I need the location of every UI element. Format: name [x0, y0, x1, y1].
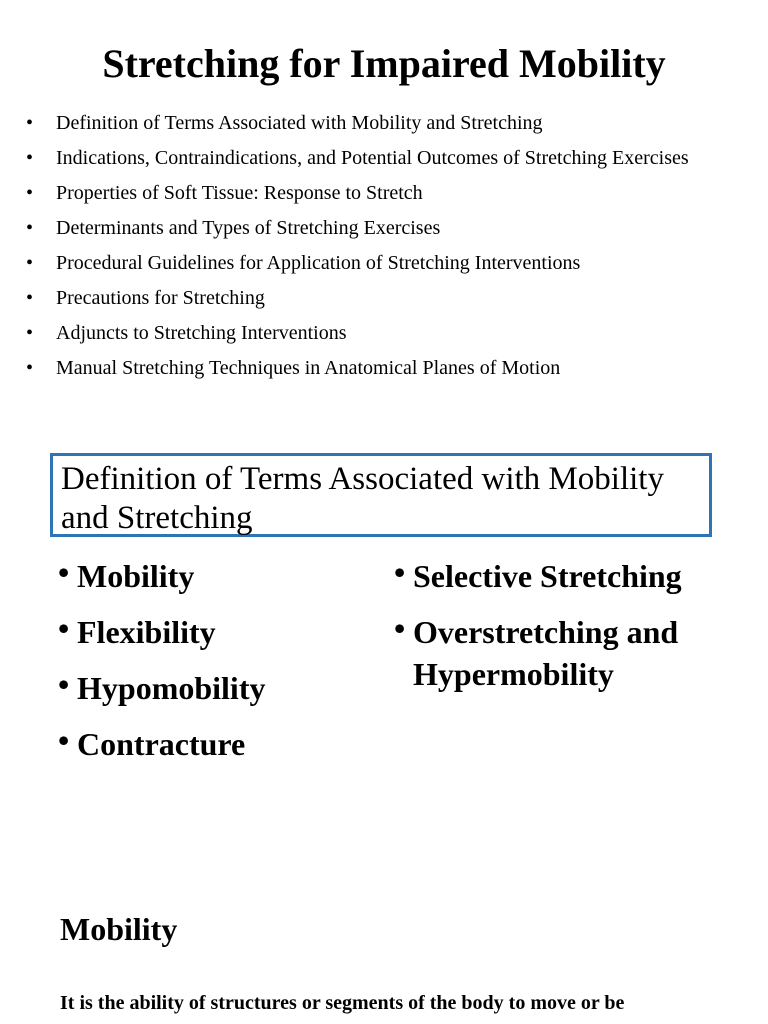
outline-item-text: Indications, Contraindications, and Potential Outcomes of Stretching Exercises [56, 147, 689, 169]
outline-item [0, 110, 768, 137]
bullet-icon: • [394, 610, 406, 646]
term-label: Selective Stretching [413, 558, 682, 594]
page-title: Stretching for Impaired Mobility [102, 41, 666, 86]
outline-item [0, 215, 768, 242]
outline-item [0, 180, 768, 207]
bullet-icon: • [58, 666, 70, 702]
topic-outline [0, 110, 768, 390]
term-label: Flexibility [77, 614, 216, 650]
outline-item-text: Definition of Terms Associated with Mobility and Stretching [56, 112, 543, 134]
outline-item [0, 145, 768, 172]
bullet-icon: • [58, 610, 70, 646]
term-item [394, 555, 734, 597]
outline-item-text: Procedural Guidelines for Application of Stretching Interventions [56, 252, 581, 274]
bullet-icon: • [26, 217, 34, 239]
definitions-title: Definition of Terms Associated with Mobility and Stretching [61, 461, 664, 536]
term-item [58, 555, 388, 597]
term-label: Mobility [77, 558, 195, 594]
term-item [58, 667, 388, 709]
section-heading: Mobility [60, 911, 178, 947]
bullet-icon: • [26, 357, 34, 379]
definitions-title-box [50, 453, 712, 537]
term-label: Hypomobility [77, 670, 266, 706]
outline-item-text: Adjuncts to Stretching Interventions [56, 322, 347, 344]
outline-item [0, 250, 768, 277]
term-label: Overstretching and Hypermobility [413, 614, 679, 692]
outline-item [0, 320, 768, 347]
section-body-text: It is the ability of structures or segments of the body to move or be [60, 992, 625, 1014]
terms-right-column [394, 555, 734, 709]
bullet-icon: • [26, 182, 34, 204]
bullet-icon: • [26, 252, 34, 274]
term-item [58, 723, 388, 765]
outline-item [0, 355, 768, 382]
outline-item-text: Precautions for Stretching [56, 287, 265, 309]
outline-item-text: Properties of Soft Tissue: Response to Stretch [56, 182, 423, 204]
term-item [58, 611, 388, 653]
bullet-icon: • [58, 554, 70, 590]
bullet-icon: • [394, 554, 406, 590]
outline-item-text: Manual Stretching Techniques in Anatomical Planes of Motion [56, 357, 561, 379]
outline-item [0, 285, 768, 312]
term-label: Contracture [77, 726, 246, 762]
outline-item-text: Determinants and Types of Stretching Exercises [56, 217, 441, 239]
bullet-icon: • [26, 322, 34, 344]
bullet-icon: • [26, 147, 34, 169]
term-item [394, 611, 734, 695]
bullet-icon: • [26, 112, 34, 134]
bullet-icon: • [58, 722, 70, 758]
terms-left-column [58, 555, 388, 779]
bullet-icon: • [26, 287, 34, 309]
